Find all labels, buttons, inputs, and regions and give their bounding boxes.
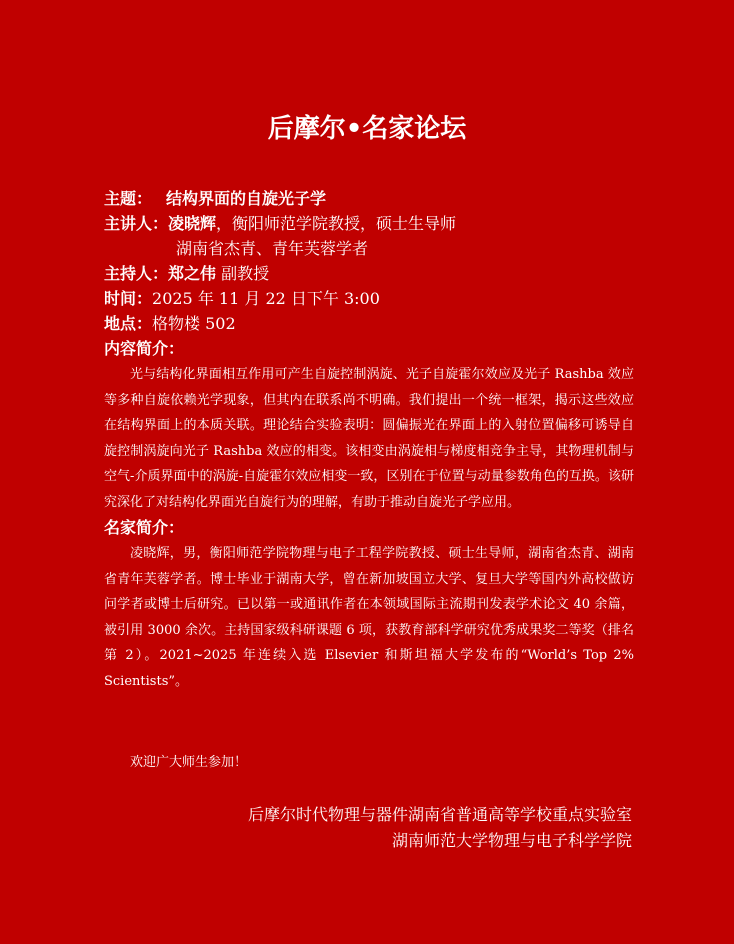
place-label: 地点：	[104, 314, 153, 333]
topic-label: 主题：	[104, 189, 153, 208]
speaker-name: 凌晓辉	[168, 214, 217, 233]
speaker-label: 主讲人：	[104, 214, 169, 233]
place-value: 格物楼 502	[152, 314, 236, 333]
speaker-row	[104, 211, 644, 236]
event-info	[104, 186, 644, 694]
bio-heading: 名家简介：	[104, 518, 185, 537]
host-row	[104, 261, 644, 286]
organizer-school: 湖南师范大学物理与电子科学学院	[391, 831, 632, 850]
topic-value: 结构界面的自旋光子学	[166, 189, 327, 208]
abstract-heading: 内容简介：	[104, 339, 185, 358]
speaker-affiliation: ，衡阳师范学院教授，硕士生导师	[216, 214, 457, 233]
abstract-text: 光与结构化界面相互作用可产生自旋控制涡旋、光子自旋霍尔效应及光子 Rashba 效应等多种自旋依赖光学现象，但其内在联系尚不明确。我们提出一个统一框架，揭示这些效应在结构界面上的本质关联。理论结合实验表明：圆偏振光在界面上的入射位置偏移可诱导自旋控制涡旋向光子 Rashba 效应的相变。该相变由涡旋相与梯度相竞争主导，其物理机制与空气-介质界面中的涡旋-自旋霍尔效应相变一致，区别在于位置与动量参数角色的互换。该研究深化了对结构化界面光自旋行为的理解，有助于推动自旋光子学应用。	[104, 367, 634, 510]
time-row	[104, 286, 644, 311]
poster-title: 后摩尔•名家论坛	[267, 114, 467, 144]
topic-row	[104, 186, 644, 211]
welcome-text: 欢迎广大师生参加！	[130, 755, 248, 770]
host-name: 郑之伟	[168, 264, 217, 283]
speaker-honors-row	[104, 236, 644, 261]
host-label: 主持人：	[104, 264, 169, 283]
organizer-lab: 后摩尔时代物理与器件湖南省普通高等学校重点实验室	[247, 805, 632, 824]
host-title: 副教授	[216, 264, 270, 283]
speaker-honors: 湖南省杰青、青年芙蓉学者	[176, 239, 369, 258]
place-row	[104, 311, 644, 336]
time-value: 2025 年 11 月 22 日下午 3:00	[152, 289, 380, 308]
time-label: 时间：	[104, 289, 153, 308]
organizer-footer	[248, 802, 632, 854]
bio-text: 凌晓辉，男，衡阳师范学院物理与电子工程学院教授、硕士生导师，湖南省杰青、湖南省青年芙蓉学者。博士毕业于湖南大学，曾在新加坡国立大学、复旦大学等国内外高校做访问学者或博士后研究。已以第一或通讯作者在本领域国际主流期刊发表学术论文 40 余篇，被引用 3000 余次。主持国家级科研课题 6 项，获教育部科学研究优秀成果奖二等奖（排名第 2）。2021~2025 年连续入选 Elsevier 和斯坦福大学发布的“World’s Top 2% Scientists”。	[104, 546, 634, 689]
